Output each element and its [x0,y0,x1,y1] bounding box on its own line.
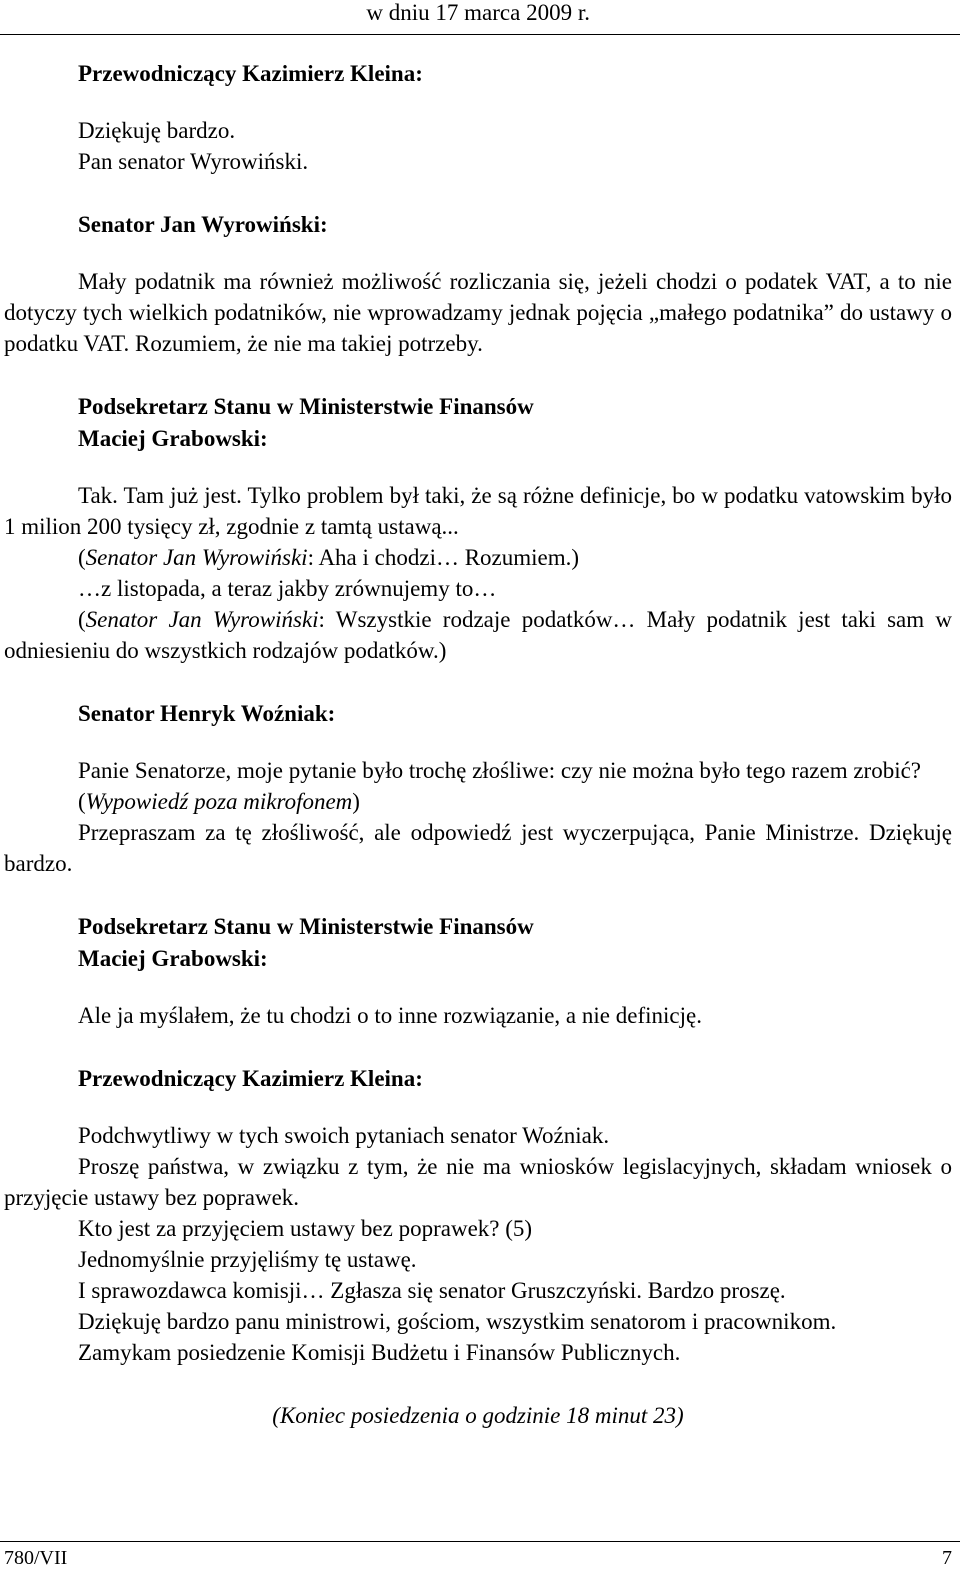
interjection-speaker: Senator Jan Wyrowiński [85,545,308,570]
speaker-heading: Podsekretarz Stanu w Ministerstwie Finansów [78,394,534,419]
paragraph: Przepraszam za tę złośliwość, ale odpowiedź jest wyczerpująca, Panie Ministrze. Dziękuję bardzo. [4,820,952,876]
paragraph: Proszę państwa, w związku z tym, że nie ma wniosków legislacyjnych, składam wniosek o przyjęcie ustawy bez poprawek. [4,1154,952,1210]
paragraph: Zamykam posiedzenie Komisji Budżetu i Finansów Publicznych. [78,1340,681,1365]
transcript-body [4,58,952,1431]
paragraph: I sprawozdawca komisji… Zgłasza się senator Gruszczyński. Bardzo proszę. [78,1278,786,1303]
paragraph: …z listopada, a teraz jakby zrównujemy to… [78,576,497,601]
paragraph: Ale ja myślałem, że tu chodzi o to inne rozwiązanie, a nie definicję. [78,1003,702,1028]
speaker-heading: Maciej Grabowski: [78,426,268,451]
paren: ( [78,545,86,570]
stage-note-text: Wypowiedź poza mikrofonem [85,789,353,814]
interjection [4,604,952,666]
speaker-heading: Podsekretarz Stanu w Ministerstwie Finansów [78,914,534,939]
paren: ) [352,789,360,814]
paragraph: Kto jest za przyjęciem ustawy bez poprawek? (5) [78,1216,533,1241]
interjection [4,542,952,573]
footer-document-code: 780/VII [4,1547,68,1569]
interjection-speaker: Senator Jan Wyrowiński [85,607,319,632]
speaker-heading: Przewodniczący Kazimierz Kleina: [78,61,423,86]
paragraph: Pan senator Wyrowiński. [78,149,309,174]
paragraph: Podchwytliwy w tych swoich pytaniach senator Woźniak. [78,1123,610,1148]
paragraph: Dziękuję bardzo panu ministrowi, gościom, wszystkim senatorom i pracownikom. [78,1309,837,1334]
footer-divider [0,1541,960,1542]
paren: ( [78,789,86,814]
paragraph: Dziękuję bardzo. [78,118,236,143]
paragraph: Panie Senatorze, moje pytanie było trochę złośliwe: czy nie można było tego razem zrobić? [78,758,922,783]
interjection-text: : Aha i chodzi… Rozumiem.) [307,545,580,570]
speaker-heading: Senator Jan Wyrowiński: [78,212,328,237]
stage-note [4,786,952,817]
paragraph: Tak. Tam już jest. Tylko problem był taki, że są różne definicje, bo w podatku vatowskim było 1 milion 200 tysięcy zł, zgodnie z tamtą ustawą... [4,483,952,539]
closing-note: (Koniec posiedzenia o godzinie 18 minut 23) [272,1403,684,1428]
paren: ( [78,607,86,632]
speaker-heading: Senator Henryk Woźniak: [78,701,336,726]
paragraph: Mały podatnik ma również możliwość rozliczania się, jeżeli chodzi o podatek VAT, a to nie dotyczy tych wielkich podatników, nie wprowadzamy jednak pojęcia „małego podatnika” do ustawy o podatku VAT. Rozumiem, że nie ma takiej potrzeby. [4,269,952,356]
footer-page-number: 7 [942,1547,952,1569]
paragraph: Jednomyślnie przyjęliśmy tę ustawę. [78,1247,417,1272]
speaker-heading: Maciej Grabowski: [78,946,268,971]
speaker-heading: Przewodniczący Kazimierz Kleina: [78,1066,423,1091]
header-divider [0,34,960,35]
interjection-text: : Wszystkie rodzaje podatków… Mały podatnik jest taki sam w odniesieniu do wszystkich rodzajów podatków.) [4,607,952,663]
header-date: w dniu 17 marca 2009 r. [366,0,590,25]
